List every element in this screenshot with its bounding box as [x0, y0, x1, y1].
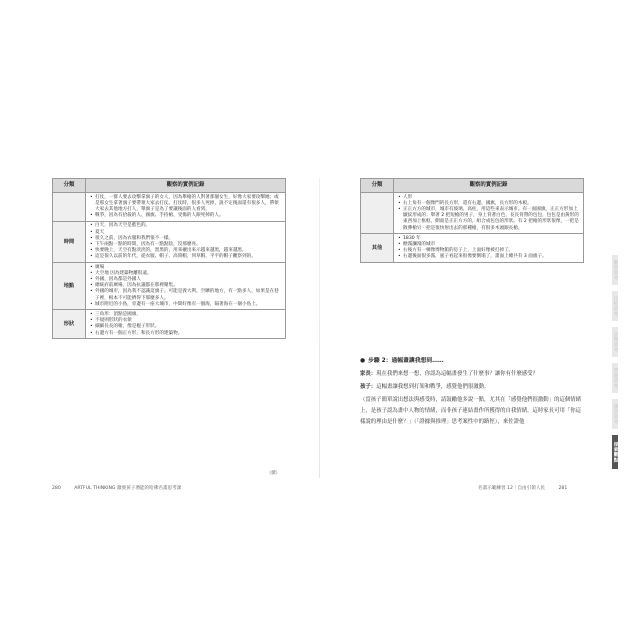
list-item: • 不規則形狀的衣領	[95, 318, 282, 324]
row-records	[394, 193, 584, 234]
row-category: 時間	[53, 221, 86, 262]
step-title-text: 步驟 2：過幅畫讓我想到……	[368, 358, 444, 364]
right-running-title: 名畫示範練習 12｜自由引領人民	[478, 486, 546, 491]
list-item: • 三角形：頂點是國旗，	[95, 312, 282, 318]
record-list	[89, 312, 282, 337]
side-tab[interactable]: 質疑思考	[612, 363, 618, 393]
right-page-number: 281	[558, 486, 568, 491]
list-item: • 外國，因為都是外國人	[95, 277, 282, 283]
list-item: • 打仗，一群人要去攻擊拿旗子的女人，因為舉槍的人對著那個女生，好像大家要攻擊她；或是那女生拿著旗子要帶領大家去打仗。打仗時，很多人死掉，說不定後面還有很多人，帶領大家去其他地方打人，舉旗子是為了要讓後面的人看到。	[95, 195, 282, 214]
right-table-body	[361, 193, 584, 263]
list-item: • 右邊方有一個正方形，和長方形的建築物。	[95, 331, 282, 337]
record-list	[89, 265, 282, 308]
left-observation-table	[52, 178, 286, 339]
row-records	[86, 221, 286, 262]
list-item: • 右後方有一棟像博物館的房子上，上面好像被打掉了。	[403, 248, 580, 254]
list-item: • 城市附近的小島，旁邊有一座大城市，中間好像有一個海，隔著海在一個小島上。	[95, 302, 282, 308]
list-item: • 煙霧瀰漫的城市	[403, 242, 580, 248]
child-paragraph	[360, 382, 584, 393]
row-category	[53, 193, 86, 222]
right-observation-table	[360, 178, 584, 263]
list-item: • 右上角有一個像門的長方形，還有右邊、國旗，長方形的木板。	[403, 201, 580, 207]
row-category: 地點	[53, 263, 86, 310]
row-records	[86, 193, 286, 222]
record-list	[397, 195, 580, 232]
table-row	[53, 263, 286, 310]
table-row	[361, 193, 584, 234]
row-records	[394, 234, 584, 263]
list-item: • 快要晚上，天空有點淡淡的，黑黑的，用來襯出來示越來越黑，越來越黑。	[95, 248, 282, 254]
list-item: • 總統府前廣場，因為抗議都在那裡聚集。	[95, 283, 282, 289]
list-item: • 細細長長的槍，像是棍子形狀。	[95, 324, 282, 330]
step-section	[360, 356, 584, 430]
list-item: • 人形	[403, 195, 580, 201]
list-item: • 這是很久以前的年代，從衣服、帽子、高筒帽，到草帽、平平的帽子觀察到的。	[95, 254, 282, 260]
side-tab[interactable]: 詮釋思考	[612, 327, 618, 357]
left-running-title: ARTFUL THINKING 激發孩子潛能的哈佛名畫思考課	[74, 486, 182, 491]
list-item: • 戰爭，因為有拾殺的人、國旗、手持槍、受傷的人跟死掉的人。	[95, 213, 282, 219]
side-tab[interactable]: 觀察思考	[612, 255, 618, 285]
list-item: • 很久之前，因為衣服和我們很不一樣。	[95, 236, 282, 242]
list-item: • 廣場	[95, 265, 282, 271]
table-row	[53, 193, 286, 222]
list-item: • 夏天	[95, 230, 282, 236]
parent-text: 現在我們來想一想，你認為這幅畫發生了什麼事？讓你有什麼感受？	[376, 371, 538, 377]
continued-marker: （續）	[266, 471, 280, 476]
table-row	[53, 221, 286, 262]
child-speaker: 孩子：	[360, 384, 377, 390]
left-page-number: 280	[52, 486, 61, 491]
right-page	[360, 178, 584, 478]
list-item: • 大空地 因為建築物離很遠。	[95, 271, 282, 277]
book-spine	[319, 178, 320, 478]
side-tab[interactable]: 創意思考	[612, 399, 618, 429]
table-header-records: 觀察的實例記錄	[86, 179, 286, 193]
row-category: 形狀	[53, 310, 86, 339]
list-item: • 右邊後面很多霧，風子看起來很像要倒塌了，畫面上總共有 3 面旗子。	[403, 254, 580, 260]
left-footer	[52, 485, 181, 491]
side-tab[interactable]: 探索觀點	[612, 435, 618, 469]
left-page	[52, 178, 286, 478]
table-header-records: 觀察的實例記錄	[394, 179, 584, 193]
list-item: • 正正方方的城市，城市有玻璃、高柱，用這些來表示城市。有一面國旗，正正方形加上皺紋形成的；舉著 2 把短槍的男子，身上背著白色、長長背帶的包包，包包是由黃形的東西加上框框，側面是正正方方的，組合成包包的形狀。有 2 把槍的形狀很像，一把是散彈槍另一把是很快射出去的那種槍，有很多木頭跟長槍。	[403, 207, 580, 232]
bullet-icon: ●	[360, 358, 366, 364]
child-text: 這幅畫讓我想到打架和戰爭，感覺他們很激動。	[376, 384, 490, 390]
table-header-category: 分類	[361, 179, 394, 193]
note-paragraph: （當孩子簡單說出想法與感受時，請鼓勵他多說一點，尤其在「感覺他們很激動」的這個情緒上，是孩子認為畫中人物的情緒，而非孩子連結畫作所獲得的自我情緒。這時家長可用「你這樣說的理由是什麼？」（「證據與推理」思考案性中的路徑），來佐證他	[360, 397, 582, 425]
list-item: • 下午兩點一點的時間，因為有一點點陰，沒那麼亮。	[95, 242, 282, 248]
parent-speaker: 家長：	[360, 371, 377, 377]
record-list	[89, 195, 282, 220]
row-records	[86, 310, 286, 339]
right-footer	[478, 485, 567, 491]
table-header-category: 分類	[53, 179, 86, 193]
record-list	[397, 236, 580, 261]
step-title	[360, 356, 584, 367]
parent-paragraph	[360, 369, 584, 380]
row-category: 其他	[361, 234, 394, 263]
list-item: • 1830 年	[403, 236, 580, 242]
list-item: • 外國的城市，因為我不認識這旗子。可能是義大利，空曠的地方，有一點多人，如果是在巷子裡，根本不可能擠得下那麼多人。	[95, 289, 282, 301]
table-row	[53, 310, 286, 339]
side-tabs	[612, 255, 640, 475]
row-records	[86, 263, 286, 310]
list-item: • 白天，因為天空是藍色的。	[95, 223, 282, 229]
left-table-body	[53, 193, 286, 339]
side-tab[interactable]: 比較思考	[612, 291, 618, 321]
record-list	[89, 223, 282, 260]
table-row	[361, 234, 584, 263]
row-category	[361, 193, 394, 234]
